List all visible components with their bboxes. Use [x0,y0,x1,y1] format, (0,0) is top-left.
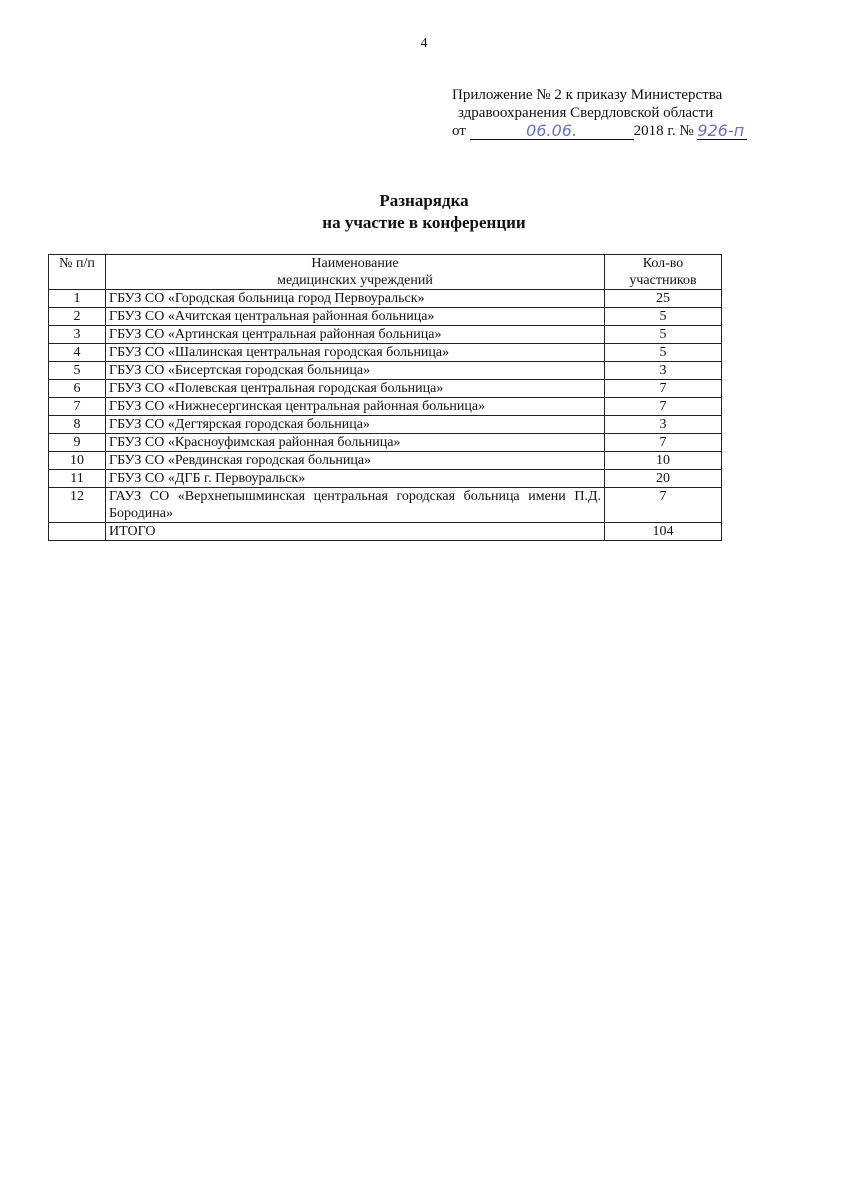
row-num: 3 [49,326,106,344]
row-name: ГБУЗ СО «Шалинская центральная городская больница» [106,344,605,362]
header-name-line-1: Наименование [311,256,399,271]
handwritten-date: 06.06. [526,121,578,140]
row-name: ГБУЗ СО «Красноуфимская районная больница» [106,434,605,452]
header-qty-line-2: участников [629,273,697,288]
header-qty-line-1: Кол-во [642,256,684,271]
table-row [49,362,722,380]
header-num: № п/п [49,255,106,290]
row-qty: 7 [605,380,722,398]
table-row [49,380,722,398]
row-num: 10 [49,452,106,470]
row-name: ГБУЗ СО «Городская больница город Первоуральск» [106,290,605,308]
table-header-row [49,255,722,290]
table-row [49,434,722,452]
row-num: 8 [49,416,106,434]
row-qty: 5 [605,308,722,326]
row-num: 2 [49,308,106,326]
page-number: 4 [420,36,428,51]
appendix-line-2: здравоохранения Свердловской области [458,105,714,121]
header-name-line-2: медицинских учреждений [277,273,433,288]
row-name: ГБУЗ СО «Нижнесергинская центральная районная больница» [106,398,605,416]
table-row [49,308,722,326]
title-line-2: на участие в конференции [322,213,526,232]
row-name: ГБУЗ СО «Ревдинская городская больница» [106,452,605,470]
row-num: 6 [49,380,106,398]
table-row [49,290,722,308]
table-row [49,416,722,434]
total-qty: 104 [605,523,722,541]
row-name: ГАУЗ СО «Верхнепышминская центральная городская больница имени П.Д. Бородина» [106,488,605,523]
row-num: 11 [49,470,106,488]
row-qty: 5 [605,326,722,344]
row-num: 5 [49,362,106,380]
table-row [49,344,722,362]
row-qty: 5 [605,344,722,362]
row-name: ГБУЗ СО «Бисертская городская больница» [106,362,605,380]
header-name [106,255,605,290]
table-row [49,398,722,416]
table-row [49,452,722,470]
row-name: ГБУЗ СО «ДГБ г. Первоуральск» [106,470,605,488]
row-qty: 7 [605,488,722,523]
row-qty: 7 [605,398,722,416]
row-num: 1 [49,290,106,308]
row-name: ГБУЗ СО «Дегтярская городская больница» [106,416,605,434]
allocation-table [48,254,722,541]
header-qty [605,255,722,290]
row-name: ГБУЗ СО «Ачитская центральная районная больница» [106,308,605,326]
table-row [49,470,722,488]
row-qty: 3 [605,362,722,380]
document-title [0,190,848,234]
row-qty: 10 [605,452,722,470]
row-num: 7 [49,398,106,416]
table-row [49,488,722,523]
row-num: 4 [49,344,106,362]
row-qty: 3 [605,416,722,434]
title-line-1: Разнарядка [379,191,469,210]
row-qty: 7 [605,434,722,452]
row-qty: 25 [605,290,722,308]
row-qty: 20 [605,470,722,488]
handwritten-order-number: 926-п [697,121,745,140]
from-label: от [452,123,466,139]
total-num-empty [49,523,106,541]
appendix-header [452,86,812,140]
appendix-line-3 [452,122,812,140]
row-name: ГБУЗ СО «Артинская центральная районная больница» [106,326,605,344]
table-total-row [49,523,722,541]
row-name: ГБУЗ СО «Полевская центральная городская больница» [106,380,605,398]
row-num: 12 [49,488,106,523]
table-row [49,326,722,344]
year-text: 2018 г. № [633,123,694,139]
total-label: ИТОГО [106,523,605,541]
appendix-line-1: Приложение № 2 к приказу Министерства [452,87,723,103]
row-num: 9 [49,434,106,452]
order-number-field [697,122,747,140]
date-field [470,122,634,140]
